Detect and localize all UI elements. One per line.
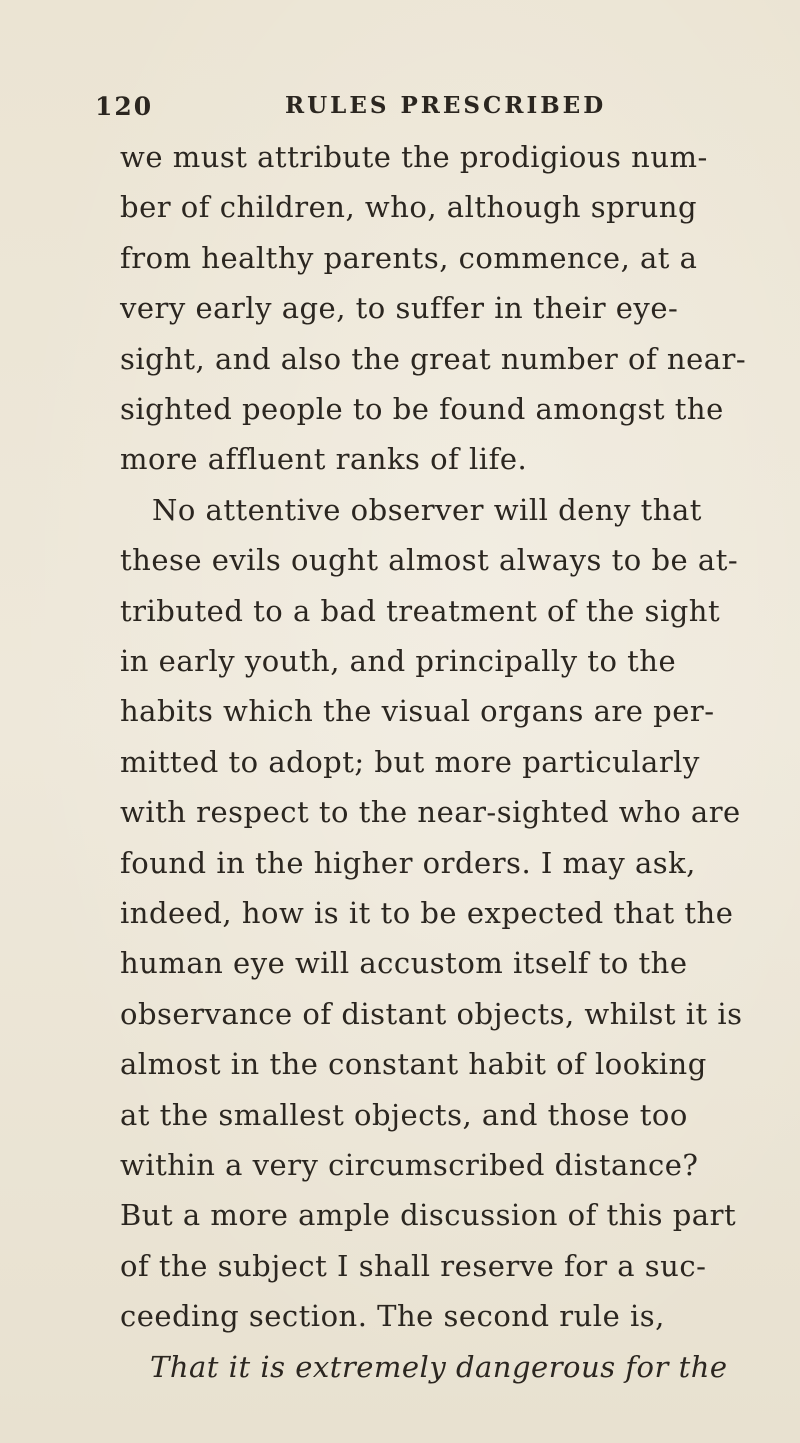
text-line: with respect to the near-sighted who are [120,795,741,829]
text-line: very early age, to suffer in their eye- [120,291,679,325]
running-head: RULES PRESCRIBED [285,92,607,119]
page-header [95,92,740,132]
paragraph-start-line: No attentive observer will deny that [152,493,702,527]
text-line: within a very circumscribed distance? [120,1148,699,1182]
text-line: ceeding section. The second rule is, [120,1299,665,1333]
text-line: in early youth, and principally to the [120,644,677,678]
text-line: we must attribute the prodigious num- [120,140,708,174]
text-line: found in the higher orders. I may ask, [120,846,696,880]
paragraph-start-line: But a more ample discussion of this part [120,1198,737,1232]
text-line: observance of distant objects, whilst it is [120,997,743,1031]
text-line: sighted people to be found amongst the [120,392,724,426]
text-line: indeed, how is it to be expected that the [120,896,734,930]
page-number: 120 [95,92,154,121]
text-line: ber of children, who, although sprung [120,190,698,224]
text-line: almost in the constant habit of looking [120,1047,707,1081]
text-line: habits which the visual organs are per- [120,694,715,728]
text-line: sight, and also the great number of near- [120,342,747,376]
text-line: these evils ought almost always to be at- [120,543,739,577]
text-line: human eye will accustom itself to the [120,946,688,980]
text-line: more affluent ranks of life. [120,442,528,476]
text-line: from healthy parents, commence, at a [120,241,698,275]
text-line: tributed to a bad treatment of the sight [120,594,721,628]
text-line: mitted to adopt; but more particularly [120,745,700,779]
text-line: of the subject I shall reserve for a suc- [120,1249,707,1283]
text-line: at the smallest objects, and those too [120,1098,688,1132]
italic-rule-line: That it is extremely dangerous for the [150,1350,728,1384]
